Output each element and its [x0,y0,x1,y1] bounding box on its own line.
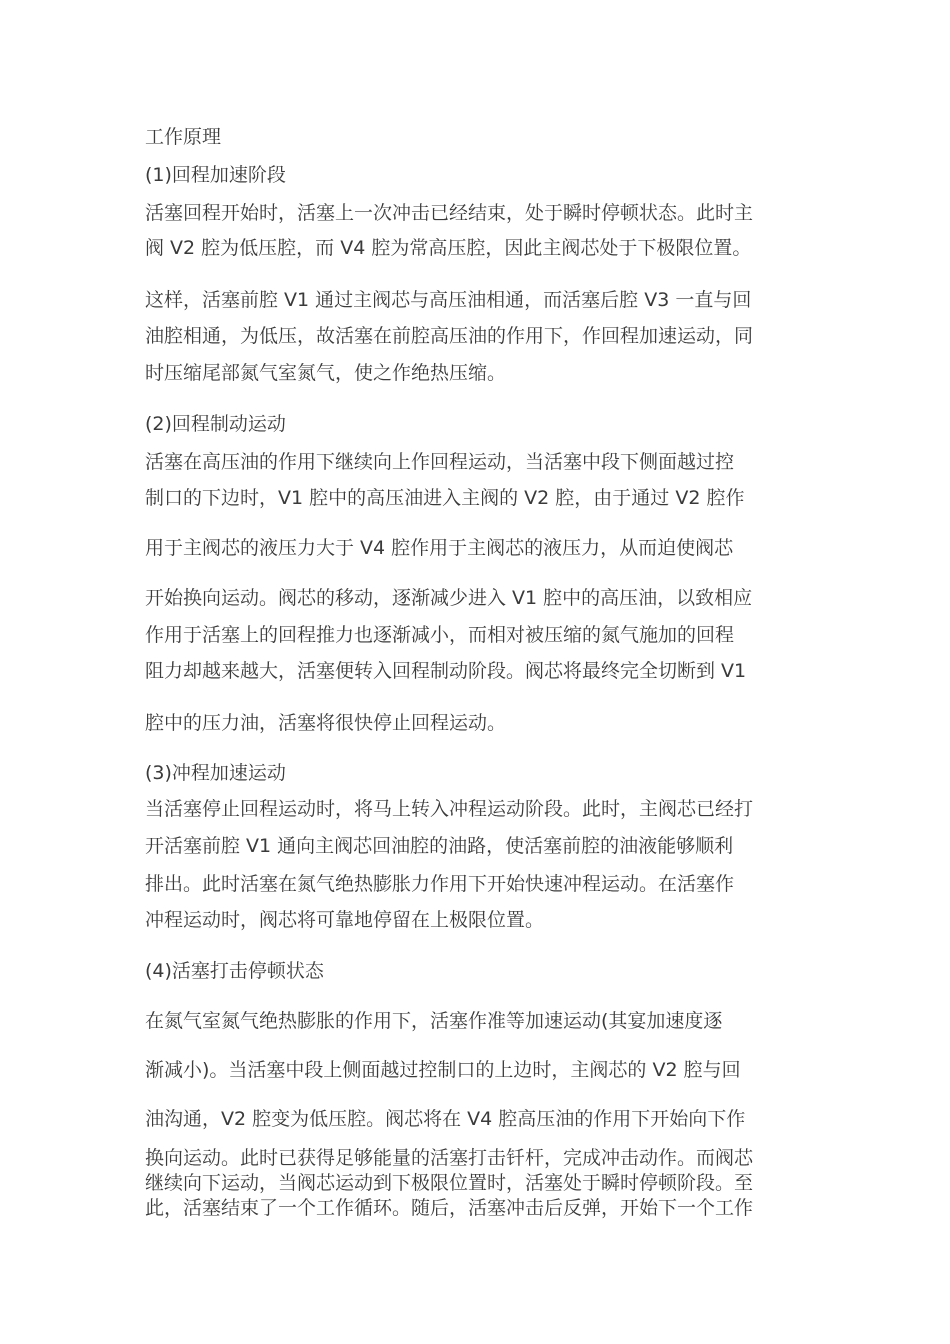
paragraph-line: 作用于活塞上的回程推力也逐渐减小，而相对被压缩的氮气施加的回程 [145,624,735,646]
paragraph-line: 继续向下运动，当阀芯运动到下极限位置时，活塞处于瞬时停顿阶段。至 [145,1172,754,1194]
paragraph-line: 阻力却越来越大，活塞便转入回程制动阶段。阀芯将最终完全切断到 V1 [145,660,747,682]
paragraph-line: 此，活塞结束了一个工作循环。随后，活塞冲击后反弹，开始下一个工作 [145,1197,754,1219]
paragraph-line: 油腔相通，为低压，故活塞在前腔高压油的作用下，作回程加速运动，同 [145,325,754,347]
paragraph-line: 活塞在高压油的作用下继续向上作回程运动，当活塞中段下侧面越过控 [145,451,735,473]
section-heading-1: (1)回程加速阶段 [145,164,286,186]
paragraph-line: 开活塞前腔 V1 通向主阀芯回油腔的油路，使活塞前腔的油液能够顺利 [145,835,734,857]
paragraph-line: 在氮气室氮气绝热膨胀的作用下，活塞作准等加速运动(其宴加速度逐 [145,1010,723,1032]
paragraph-line: 这样，活塞前腔 V1 通过主阀芯与高压油相通，而活塞后腔 V3 一直与回 [145,289,752,311]
paragraph-line: 冲程运动时，阀芯将可靠地停留在上极限位置。 [145,909,545,931]
paragraph-line: 开始换向运动。阀芯的移动，逐渐减少进入 V1 腔中的高压油，以致相应 [145,587,753,609]
paragraph-line: 当活塞停止回程运动时，将马上转入冲程运动阶段。此时，主阀芯已经打 [145,798,754,820]
section-heading-2: (2)回程制动运动 [145,413,286,435]
document-title: 工作原理 [145,126,222,148]
paragraph-line: 用于主阀芯的液压力大于 V4 腔作用于主阀芯的液压力，从而迫使阀芯 [145,537,734,559]
paragraph-line: 时压缩尾部氮气室氮气，使之作绝热压缩。 [145,362,507,384]
section-heading-4: (4)活塞打击停顿状态 [145,960,324,982]
paragraph-line: 排出。此时活塞在氮气绝热膨胀力作用下开始快速冲程运动。在活塞作 [145,873,735,895]
paragraph-line: 阀 V2 腔为低压腔，而 V4 腔为常高压腔，因此主阀芯处于下极限位置。 [145,237,752,259]
section-heading-3: (3)冲程加速运动 [145,762,286,784]
paragraph-line: 活塞回程开始时，活塞上一次冲击已经结束，处于瞬时停顿状态。此时主 [145,202,754,224]
paragraph-line: 换向运动。此时已获得足够能量的活塞打击钎杆，完成冲击动作。而阀芯 [145,1147,754,1169]
paragraph-line: 油沟通，V2 腔变为低压腔。阀芯将在 V4 腔高压油的作用下开始向下作 [145,1108,746,1130]
paragraph-line: 制口的下边时，V1 腔中的高压油进入主阀的 V2 腔，由于通过 V2 腔作 [145,487,745,509]
paragraph-line: 渐减小)。当活塞中段上侧面越过控制口的上边时，主阀芯的 V2 腔与回 [145,1059,741,1081]
paragraph-line: 腔中的压力油，活塞将很快停止回程运动。 [145,712,507,734]
